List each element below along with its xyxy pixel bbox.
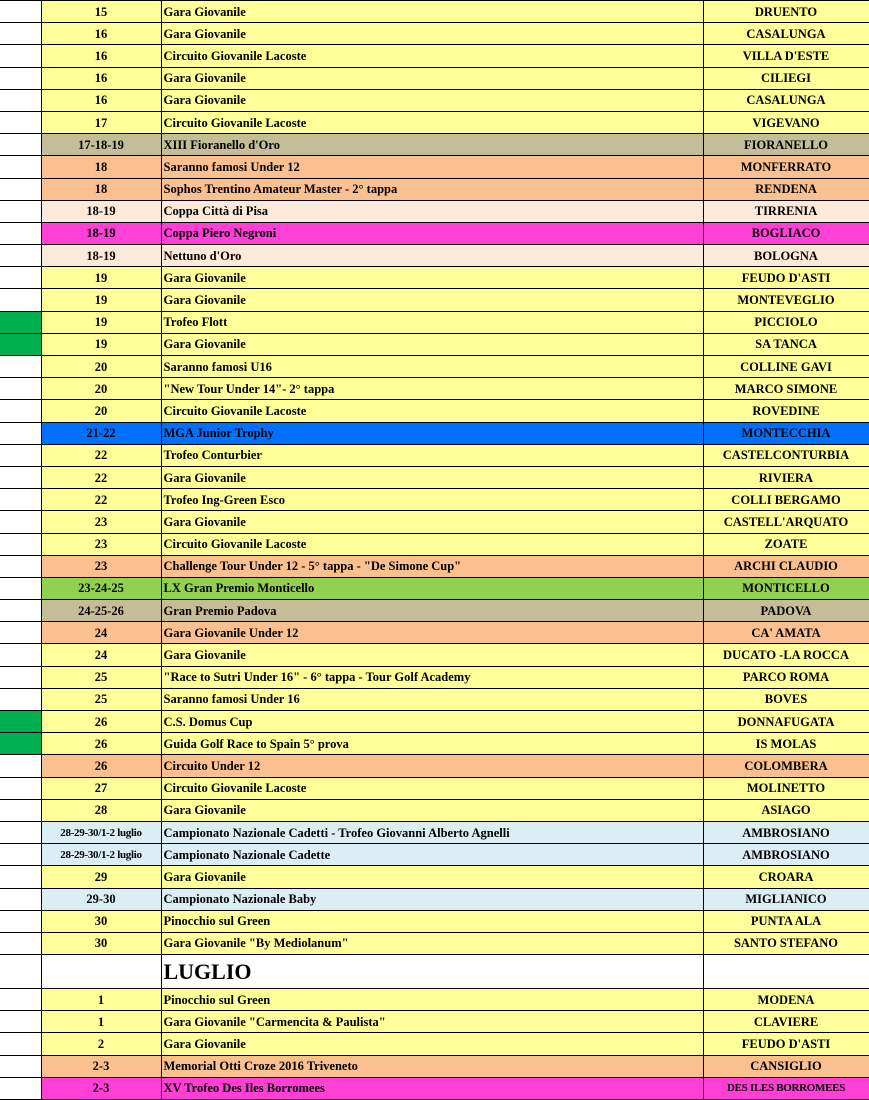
table-row [0, 888, 869, 910]
row-marker-cell [0, 489, 41, 511]
row-marker-cell [0, 466, 41, 488]
date-cell: 26 [41, 711, 161, 733]
event-cell: Saranno famosi U16 [161, 356, 703, 378]
row-marker-cell [0, 1077, 41, 1099]
date-cell: 30 [41, 932, 161, 954]
table-row [0, 245, 869, 267]
event-cell: Gara Giovanile Under 12 [161, 622, 703, 644]
event-cell: Pinocchio sul Green [161, 989, 703, 1011]
row-marker-cell [0, 989, 41, 1011]
date-cell: 15 [41, 1, 161, 23]
row-marker-cell [0, 910, 41, 932]
event-cell: Gara Giovanile [161, 644, 703, 666]
row-marker-cell [0, 622, 41, 644]
row-marker-cell [0, 733, 41, 755]
location-cell: ZOATE [703, 533, 869, 555]
date-cell: 24 [41, 622, 161, 644]
location-cell: DES ILES BORROMEES [703, 1077, 869, 1099]
row-marker-cell [0, 267, 41, 289]
event-cell: Circuito Giovanile Lacoste [161, 45, 703, 67]
row-marker-cell [0, 711, 41, 733]
location-cell: AMBROSIANO [703, 821, 869, 843]
location-cell: RIVIERA [703, 466, 869, 488]
calendar-body [0, 1, 869, 1100]
location-cell: SANTO STEFANO [703, 932, 869, 954]
location-cell: CA' AMATA [703, 622, 869, 644]
table-row [0, 711, 869, 733]
event-cell: C.S. Domus Cup [161, 711, 703, 733]
table-row [0, 489, 869, 511]
table-row [0, 666, 869, 688]
table-row [0, 932, 869, 954]
month-header-row [0, 955, 869, 989]
table-row [0, 23, 869, 45]
date-cell: 19 [41, 333, 161, 355]
date-cell: 1 [41, 989, 161, 1011]
table-row [0, 555, 869, 577]
table-row [0, 733, 869, 755]
table-row [0, 1033, 869, 1055]
date-cell: 29 [41, 866, 161, 888]
location-cell: DUCATO -LA ROCCA [703, 644, 869, 666]
date-cell: 17 [41, 111, 161, 133]
row-marker-cell [0, 888, 41, 910]
table-row [0, 577, 869, 599]
event-cell: Challenge Tour Under 12 - 5° tappa - "De Simone Cup" [161, 555, 703, 577]
row-marker-cell [0, 111, 41, 133]
date-cell: 28-29-30/1-2 luglio [41, 821, 161, 843]
location-cell [703, 955, 869, 989]
table-row [0, 644, 869, 666]
row-marker-cell [0, 821, 41, 843]
row-marker-cell [0, 577, 41, 599]
location-cell: COLLINE GAVI [703, 356, 869, 378]
event-cell: LX Gran Premio Monticello [161, 577, 703, 599]
location-cell: CANSIGLIO [703, 1055, 869, 1077]
date-cell: 1 [41, 1011, 161, 1033]
row-marker-cell [0, 289, 41, 311]
row-marker-cell [0, 67, 41, 89]
location-cell: MONTEVEGLIO [703, 289, 869, 311]
event-cell: Gara Giovanile [161, 67, 703, 89]
event-cell: Gara Giovanile "By Mediolanum" [161, 932, 703, 954]
row-marker-cell [0, 688, 41, 710]
event-cell: Circuito Giovanile Lacoste [161, 777, 703, 799]
date-cell: 28-29-30/1-2 luglio [41, 844, 161, 866]
location-cell: MOLINETTO [703, 777, 869, 799]
location-cell: BOLOGNA [703, 245, 869, 267]
event-cell: "Race to Sutri Under 16" - 6° tappa - Tour Golf Academy [161, 666, 703, 688]
date-cell: 2-3 [41, 1055, 161, 1077]
date-cell: 24-25-26 [41, 600, 161, 622]
row-marker-cell [0, 866, 41, 888]
row-marker-cell [0, 555, 41, 577]
date-cell: 16 [41, 67, 161, 89]
table-row [0, 910, 869, 932]
date-cell: 26 [41, 755, 161, 777]
event-cell: Nettuno d'Oro [161, 245, 703, 267]
location-cell: DRUENTO [703, 1, 869, 23]
location-cell: FIORANELLO [703, 134, 869, 156]
event-cell: Memorial Otti Croze 2016 Triveneto [161, 1055, 703, 1077]
date-cell: 16 [41, 45, 161, 67]
event-cell: Gara Giovanile [161, 89, 703, 111]
event-cell: Campionato Nazionale Cadetti - Trofeo Giovanni Alberto Agnelli [161, 821, 703, 843]
date-cell: 2-3 [41, 1077, 161, 1099]
event-cell: Gara Giovanile [161, 1033, 703, 1055]
location-cell: SA TANCA [703, 333, 869, 355]
date-cell: 18 [41, 178, 161, 200]
table-row [0, 311, 869, 333]
row-marker-cell [0, 644, 41, 666]
location-cell: MONTICELLO [703, 577, 869, 599]
location-cell: CILIEGI [703, 67, 869, 89]
row-marker-cell [0, 245, 41, 267]
location-cell: BOGLIACO [703, 222, 869, 244]
date-cell: 19 [41, 311, 161, 333]
event-cell: Trofeo Conturbier [161, 444, 703, 466]
date-cell: 16 [41, 89, 161, 111]
location-cell: MODENA [703, 989, 869, 1011]
table-row [0, 67, 869, 89]
location-cell: ARCHI CLAUDIO [703, 555, 869, 577]
location-cell: MONTECCHIA [703, 422, 869, 444]
event-cell: Gara Giovanile [161, 866, 703, 888]
date-cell: 30 [41, 910, 161, 932]
table-row [0, 178, 869, 200]
date-cell: 23-24-25 [41, 577, 161, 599]
row-marker-cell [0, 422, 41, 444]
row-marker-cell [0, 23, 41, 45]
event-cell: Gara Giovanile [161, 23, 703, 45]
event-cell: Trofeo Ing-Green Esco [161, 489, 703, 511]
location-cell: COLLI BERGAMO [703, 489, 869, 511]
event-cell: XIII Fioranello d'Oro [161, 134, 703, 156]
event-cell: Gara Giovanile "Carmencita & Paulista" [161, 1011, 703, 1033]
month-title: LUGLIO [161, 955, 703, 989]
date-cell: 23 [41, 533, 161, 555]
date-cell: 18-19 [41, 245, 161, 267]
date-cell: 23 [41, 555, 161, 577]
table-row [0, 622, 869, 644]
table-row [0, 1, 869, 23]
location-cell: PICCIOLO [703, 311, 869, 333]
table-row [0, 989, 869, 1011]
event-cell: Circuito Under 12 [161, 755, 703, 777]
event-cell: Gara Giovanile [161, 289, 703, 311]
event-cell: Gran Premio Padova [161, 600, 703, 622]
location-cell: MONFERRATO [703, 156, 869, 178]
row-marker-cell [0, 400, 41, 422]
event-cell: Pinocchio sul Green [161, 910, 703, 932]
row-marker-cell [0, 755, 41, 777]
row-marker-cell [0, 1011, 41, 1033]
table-row [0, 400, 869, 422]
row-marker-cell [0, 1033, 41, 1055]
event-cell: Gara Giovanile [161, 1, 703, 23]
row-marker-cell [0, 1, 41, 23]
date-cell: 22 [41, 466, 161, 488]
date-cell: 25 [41, 688, 161, 710]
table-row [0, 1077, 869, 1099]
location-cell: COLOMBERA [703, 755, 869, 777]
date-cell: 21-22 [41, 422, 161, 444]
date-cell: 20 [41, 378, 161, 400]
table-row [0, 1055, 869, 1077]
row-marker-cell [0, 600, 41, 622]
date-cell: 22 [41, 489, 161, 511]
event-cell: Coppa Piero Negroni [161, 222, 703, 244]
location-cell: AMBROSIANO [703, 844, 869, 866]
table-row [0, 333, 869, 355]
row-marker-cell [0, 844, 41, 866]
date-cell: 24 [41, 644, 161, 666]
location-cell: DONNAFUGATA [703, 711, 869, 733]
table-row [0, 200, 869, 222]
row-marker-cell [0, 156, 41, 178]
table-row [0, 777, 869, 799]
location-cell: MARCO SIMONE [703, 378, 869, 400]
table-row [0, 89, 869, 111]
table-row [0, 267, 869, 289]
row-marker-cell [0, 799, 41, 821]
table-row [0, 533, 869, 555]
date-cell: 27 [41, 777, 161, 799]
row-marker-cell [0, 178, 41, 200]
table-row [0, 444, 869, 466]
location-cell: PARCO ROMA [703, 666, 869, 688]
table-row [0, 289, 869, 311]
table-row [0, 511, 869, 533]
row-marker-cell [0, 356, 41, 378]
location-cell: TIRRENIA [703, 200, 869, 222]
table-row [0, 134, 869, 156]
location-cell: ROVEDINE [703, 400, 869, 422]
event-cell: Sophos Trentino Amateur Master - 2° tappa [161, 178, 703, 200]
event-cell: Gara Giovanile [161, 511, 703, 533]
row-marker-cell [0, 1055, 41, 1077]
event-cell: Circuito Giovanile Lacoste [161, 533, 703, 555]
event-cell: Trofeo Flott [161, 311, 703, 333]
event-cell: Gara Giovanile [161, 333, 703, 355]
date-cell: 18-19 [41, 200, 161, 222]
table-row [0, 844, 869, 866]
row-marker-cell [0, 333, 41, 355]
location-cell: BOVES [703, 688, 869, 710]
event-cell: "New Tour Under 14"- 2° tappa [161, 378, 703, 400]
table-row [0, 866, 869, 888]
event-cell: Campionato Nazionale Cadette [161, 844, 703, 866]
row-marker-cell [0, 134, 41, 156]
event-cell: Circuito Giovanile Lacoste [161, 111, 703, 133]
location-cell: IS MOLAS [703, 733, 869, 755]
date-cell: 18-19 [41, 222, 161, 244]
location-cell: MIGLIANICO [703, 888, 869, 910]
event-cell: Gara Giovanile [161, 466, 703, 488]
date-cell: 17-18-19 [41, 134, 161, 156]
location-cell: PUNTA ALA [703, 910, 869, 932]
row-marker-cell [0, 89, 41, 111]
event-cell: XV Trofeo Des Iles Borromees [161, 1077, 703, 1099]
date-cell: 26 [41, 733, 161, 755]
location-cell: CASALUNGA [703, 89, 869, 111]
date-cell: 20 [41, 400, 161, 422]
event-cell: Guida Golf Race to Spain 5° prova [161, 733, 703, 755]
row-marker-cell [0, 533, 41, 555]
event-cell: Gara Giovanile [161, 799, 703, 821]
table-row [0, 466, 869, 488]
location-cell: CROARA [703, 866, 869, 888]
row-marker-cell [0, 666, 41, 688]
table-row [0, 688, 869, 710]
location-cell: CASALUNGA [703, 23, 869, 45]
table-row [0, 356, 869, 378]
table-row [0, 222, 869, 244]
row-marker-cell [0, 311, 41, 333]
table-row [0, 799, 869, 821]
date-cell: 22 [41, 444, 161, 466]
event-cell: MGA Junior Trophy [161, 422, 703, 444]
location-cell: VILLA D'ESTE [703, 45, 869, 67]
date-cell: 20 [41, 356, 161, 378]
location-cell: FEUDO D'ASTI [703, 267, 869, 289]
date-cell: 18 [41, 156, 161, 178]
location-cell: CLAVIERE [703, 1011, 869, 1033]
row-marker-cell [0, 777, 41, 799]
date-cell: 28 [41, 799, 161, 821]
row-marker-cell [0, 378, 41, 400]
location-cell: FEUDO D'ASTI [703, 1033, 869, 1055]
date-cell: 19 [41, 289, 161, 311]
table-row [0, 821, 869, 843]
row-marker-cell [0, 511, 41, 533]
location-cell: PADOVA [703, 600, 869, 622]
event-cell: Gara Giovanile [161, 267, 703, 289]
row-marker-cell [0, 45, 41, 67]
date-cell: 25 [41, 666, 161, 688]
table-row [0, 755, 869, 777]
location-cell: CASTELCONTURBIA [703, 444, 869, 466]
row-marker-cell [0, 955, 41, 989]
date-cell: 16 [41, 23, 161, 45]
date-cell: 29-30 [41, 888, 161, 910]
date-cell: 19 [41, 267, 161, 289]
row-marker-cell [0, 200, 41, 222]
location-cell: RENDENA [703, 178, 869, 200]
event-cell: Coppa Città di Pisa [161, 200, 703, 222]
row-marker-cell [0, 444, 41, 466]
table-row [0, 45, 869, 67]
table-row [0, 156, 869, 178]
table-row [0, 111, 869, 133]
row-marker-cell [0, 932, 41, 954]
table-row [0, 1011, 869, 1033]
table-row [0, 600, 869, 622]
location-cell: CASTELL'ARQUATO [703, 511, 869, 533]
date-cell: 2 [41, 1033, 161, 1055]
table-row [0, 422, 869, 444]
event-cell: Circuito Giovanile Lacoste [161, 400, 703, 422]
date-cell [41, 955, 161, 989]
date-cell: 23 [41, 511, 161, 533]
event-cell: Campionato Nazionale Baby [161, 888, 703, 910]
table-row [0, 378, 869, 400]
location-cell: VIGEVANO [703, 111, 869, 133]
event-cell: Saranno famosi Under 12 [161, 156, 703, 178]
location-cell: ASIAGO [703, 799, 869, 821]
event-cell: Saranno famosi Under 16 [161, 688, 703, 710]
row-marker-cell [0, 222, 41, 244]
